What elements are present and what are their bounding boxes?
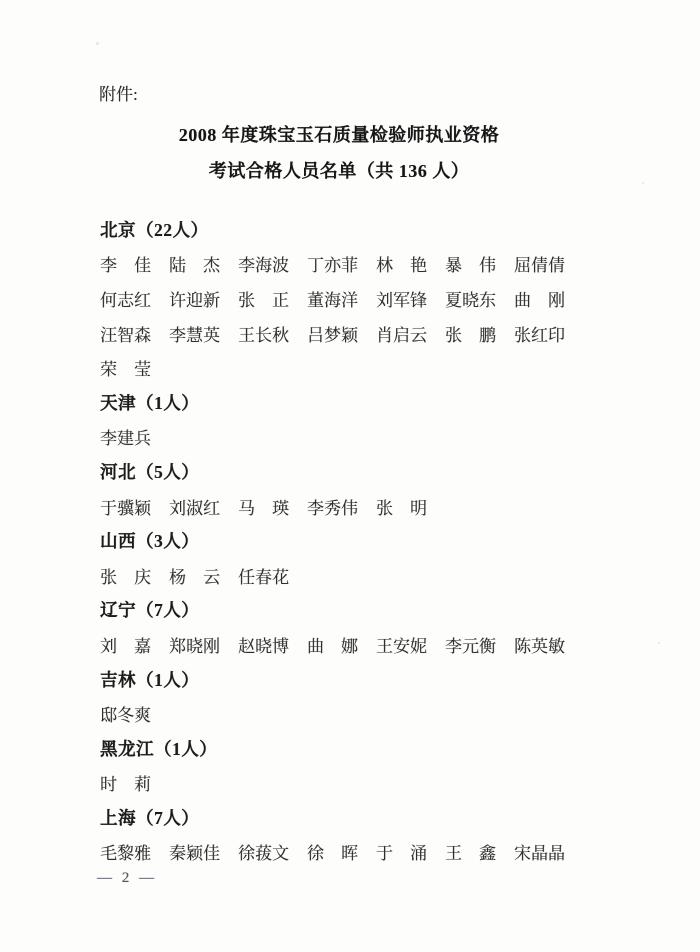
name-row: [100, 489, 620, 524]
person-name: 李元衡: [445, 636, 496, 656]
person-name: 李 佳: [100, 256, 151, 276]
region-header: 天津（1人）: [100, 392, 200, 413]
person-name: 王长秋: [238, 325, 289, 345]
name-row: [100, 627, 620, 662]
name-row: [100, 247, 620, 282]
person-name: 汪智森: [100, 325, 151, 345]
person-name: 王安妮: [376, 636, 427, 656]
scan-speck: [658, 642, 660, 644]
person-name: 刘 嘉: [100, 636, 151, 656]
person-name: 时 莉: [100, 775, 151, 795]
name-list: [100, 212, 620, 869]
region-header: 辽宁（7人）: [100, 600, 200, 621]
person-name: 李秀伟: [307, 498, 358, 518]
person-name: 张红印: [514, 325, 565, 345]
person-name: 徐 晖: [307, 844, 358, 864]
page-number: — 2 —: [97, 870, 157, 886]
scan-speck: [96, 42, 99, 45]
person-name: 肖启云: [376, 325, 427, 345]
name-row: [100, 316, 620, 351]
person-name: 赵晓博: [238, 636, 289, 656]
person-name: 许迎新: [169, 290, 220, 310]
person-name: 于骥颖: [100, 498, 151, 518]
region-header: 北京（22人）: [100, 219, 209, 240]
person-name: 郑晓刚: [169, 636, 220, 656]
person-name: 于 涌: [376, 844, 427, 864]
person-name: 曲 刚: [514, 290, 565, 310]
person-name: 李建兵: [100, 429, 151, 449]
person-name: 张 庆: [100, 567, 151, 587]
attachment-label: 附件:: [99, 85, 138, 104]
person-name: 毛黎雅: [100, 844, 151, 864]
person-name: 吕梦颖: [307, 325, 358, 345]
person-name: 何志红: [100, 290, 151, 310]
document-title-line2: 考试合格人员名单（共 136 人）: [208, 161, 470, 181]
person-name: 马 瑛: [238, 498, 289, 518]
person-name: 张 明: [376, 498, 427, 518]
person-name: 杨 云: [169, 567, 220, 587]
region-header: 河北（5人）: [100, 461, 200, 482]
person-name: 宋晶晶: [514, 844, 565, 864]
person-name: 李慧英: [169, 325, 220, 345]
person-name: 陆 杰: [169, 256, 220, 276]
person-name: 屈倩倩: [514, 256, 565, 276]
person-name: 夏晓东: [445, 290, 496, 310]
person-name: 丁亦菲: [307, 256, 358, 276]
region-header: 山西（3人）: [100, 531, 200, 552]
name-row: [100, 350, 620, 385]
person-name: 林 艳: [376, 256, 427, 276]
person-name: 王 鑫: [445, 844, 496, 864]
name-row: [100, 558, 620, 593]
document-title-line1: 2008 年度珠宝玉石质量检验师执业资格: [178, 125, 500, 145]
name-row: [100, 281, 620, 316]
name-row: [100, 420, 620, 455]
person-name: 荣 莹: [100, 360, 151, 380]
region-header: 吉林（1人）: [100, 669, 200, 690]
region-header: 黑龙江（1人）: [100, 738, 218, 759]
person-name: 刘军锋: [376, 290, 427, 310]
person-name: 李海波: [238, 256, 289, 276]
person-name: 曲 娜: [307, 636, 358, 656]
person-name: 暴 伟: [445, 256, 496, 276]
person-name: 刘淑红: [169, 498, 220, 518]
name-row: [100, 696, 620, 731]
person-name: 张 鹏: [445, 325, 496, 345]
person-name: 秦颖佳: [169, 844, 220, 864]
person-name: 任春花: [238, 567, 289, 587]
person-name: 邸冬爽: [100, 706, 151, 726]
person-name: 徐菝文: [238, 844, 289, 864]
name-row: [100, 835, 620, 870]
region-header: 上海（7人）: [100, 807, 200, 828]
person-name: 董海洋: [307, 290, 358, 310]
name-row: [100, 766, 620, 801]
person-name: 张 正: [238, 290, 289, 310]
person-name: 陈英敏: [514, 636, 565, 656]
